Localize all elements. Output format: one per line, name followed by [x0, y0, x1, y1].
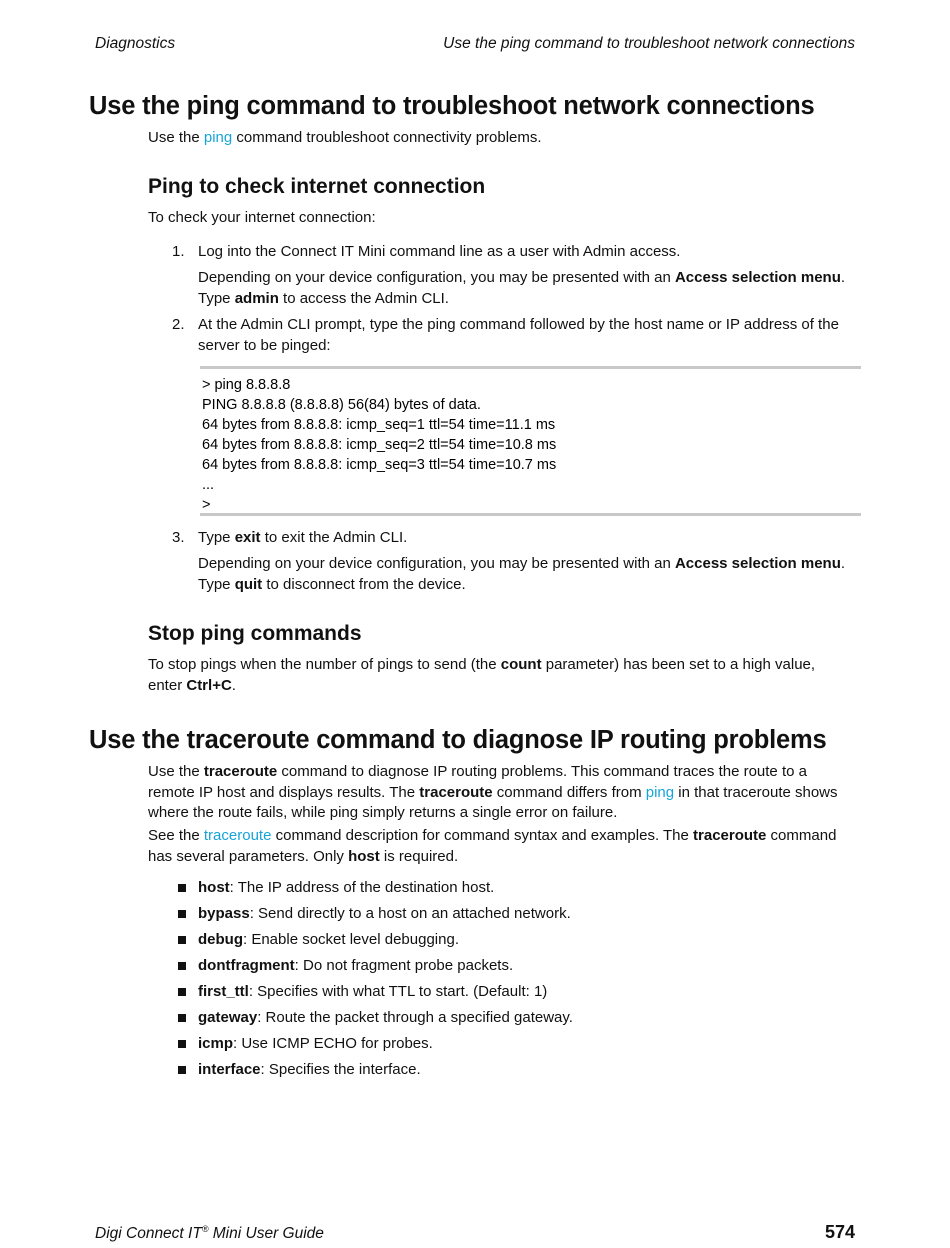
- ping-link[interactable]: ping: [203, 129, 233, 146]
- ping-check-intro: To check your internet connection:: [148, 209, 376, 226]
- bullet-icon: [178, 962, 186, 970]
- ping-code-block: [200, 366, 861, 516]
- step-3-note: Depending on your device configuration, you may be presented with an Access selection menu. Type quit to disconnect from the device.: [198, 555, 846, 593]
- traceroute-link[interactable]: traceroute: [203, 827, 272, 844]
- list-item: icmp: Use ICMP ECHO for probes.: [178, 1034, 573, 1060]
- page-header: [95, 35, 855, 53]
- code-line: >: [202, 497, 211, 513]
- traceroute-see-also: See the traceroute command description for command syntax and examples. The traceroute command has several parameters. Only host is required.: [148, 827, 837, 865]
- code-line: 64 bytes from 8.8.8.8: icmp_seq=3 ttl=54 time=10.7 ms: [202, 457, 557, 473]
- header-section: Diagnostics: [95, 35, 176, 52]
- bullet-icon: [178, 884, 186, 892]
- code-line: ...: [202, 477, 215, 493]
- bullet-icon: [178, 910, 186, 918]
- bullet-icon: [178, 988, 186, 996]
- traceroute-intro: Use the traceroute command to diagnose IP routing problems. This command traces the route to a remote IP host and displays results. The traceroute command differs from ping in that traceroute shows where the route fails, while ping simply returns a single error on failure.: [148, 763, 838, 821]
- step-2: At the Admin CLI prompt, type the ping command followed by the host name or IP address of the server to be pinged:: [198, 316, 839, 354]
- traceroute-parameter-list: [178, 878, 573, 1086]
- step-number: 2.: [172, 316, 185, 333]
- code-line: > ping 8.8.8.8: [202, 377, 291, 393]
- page-number: 574: [824, 1222, 855, 1242]
- bullet-icon: [178, 1040, 186, 1048]
- list-item: debug: Enable socket level debugging.: [178, 930, 573, 956]
- bullet-icon: [178, 936, 186, 944]
- ping-link[interactable]: ping: [645, 783, 675, 801]
- stop-ping-text: To stop pings when the number of pings to send (the count parameter) has been set to a high value, enter Ctrl+C.: [148, 656, 816, 694]
- ping-intro: Use the ping command troubleshoot connectivity problems.: [148, 129, 542, 146]
- code-line: PING 8.8.8.8 (8.8.8.8) 56(84) bytes of data.: [202, 397, 481, 413]
- step-1-note: Depending on your device configuration, you may be presented with an Access selection menu. Type admin to access the Admin CLI.: [198, 269, 846, 307]
- step-number: 3.: [172, 529, 185, 546]
- step-number: 1.: [172, 243, 185, 260]
- list-item: first_ttl: Specifies with what TTL to start. (Default: 1): [178, 982, 573, 1008]
- list-item: dontfragment: Do not fragment probe packets.: [178, 956, 573, 982]
- step-3: Type exit to exit the Admin CLI.: [198, 529, 408, 546]
- ping-check-heading: Ping to check internet connection: [148, 175, 486, 198]
- ping-section-title: Use the ping command to troubleshoot network connections: [89, 92, 815, 120]
- bullet-icon: [178, 1066, 186, 1074]
- page-footer: [95, 1222, 855, 1243]
- code-line: 64 bytes from 8.8.8.8: icmp_seq=2 ttl=54 time=10.8 ms: [202, 437, 557, 453]
- code-line: 64 bytes from 8.8.8.8: icmp_seq=1 ttl=54 time=11.1 ms: [202, 417, 556, 433]
- list-item: gateway: Route the packet through a specified gateway.: [178, 1008, 573, 1034]
- stop-ping-heading: Stop ping commands: [148, 622, 362, 645]
- bullet-icon: [178, 1014, 186, 1022]
- traceroute-section-title: Use the traceroute command to diagnose IP routing problems: [89, 726, 827, 754]
- list-item: host: The IP address of the destination host.: [178, 878, 573, 904]
- list-item: bypass: Send directly to a host on an attached network.: [178, 904, 573, 930]
- list-item: interface: Specifies the interface.: [178, 1060, 573, 1086]
- header-topic: Use the ping command to troubleshoot network connections: [443, 35, 855, 52]
- footer-guide-title: Digi Connect IT® Mini User Guide: [95, 1224, 324, 1242]
- step-1: Log into the Connect IT Mini command line as a user with Admin access.: [198, 243, 681, 260]
